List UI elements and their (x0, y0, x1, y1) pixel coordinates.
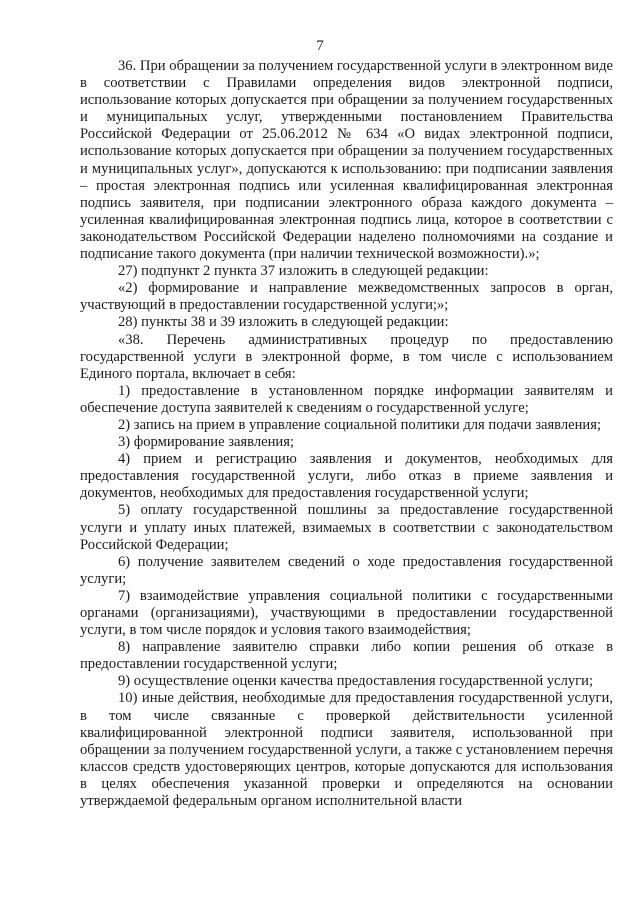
list-item-6: 6) получение заявителем сведений о ходе предоставления государственной услуги; (80, 553, 613, 587)
list-item-2: 2) запись на прием в управление социальной политики для подачи заявления; (118, 416, 602, 433)
list-item-8: 8) направление заявителю справки либо копии решения об отказе в предоставлении государственной услуги; (80, 639, 613, 673)
list-item-1: 1) предоставление в установленном порядке информации заявителям и обеспечение доступа заявителей к сведениям о государственной услуге; (80, 382, 613, 416)
list-item-9: 9) осуществление оценки качества предоставления государственной услуги; (118, 673, 594, 690)
list-item-7: 7) взаимодействие управления социальной политики с государственными органами (организациями), участвующими в предоставлении государственной услуги, в том числе порядок и условия такого взаимодействия; (80, 587, 613, 639)
page-number: 7 (316, 38, 324, 54)
paragraph-amendment-27: 27) подпункт 2 пункта 37 изложить в следующей редакции: (118, 263, 489, 280)
paragraph-item-2: «2) формирование и направление межведомственных запросов в орган, участвующий в предоставлении государственной услуги;»; (80, 280, 613, 314)
paragraph-38: «38. Перечень административных процедур по предоставлению государственной услуги в электронной форме, в том числе с использованием Единого портала, включает в себя: (80, 331, 613, 382)
paragraph-36: 36. При обращении за получением государственной услуги в электронном виде в соответствии с Правилами определения видов электронной подписи, использование которых допускается при обращении за получением государственных и муниципальных услуг, утвержденными постановлением Правительства Российской Федерации от 25.06.2012 № 634 «О видах электронной подписи, использование которых допускается при обращении за получением государственных и муниципальных услуг», допускаются к использованию: при подписании заявления – простая электронная подпись или усиленная квалифицированная электронная подпись заявителя, при подписании электронного образа каждого документа – усиленная квалифицированная электронная подпись лица, которое в соответствии с законодательством Российской Федерации наделено полномочиями на создание и подписание такого документа (при наличии технической возможности).»; (80, 58, 613, 263)
list-item-10: 10) иные действия, необходимые для предоставления государственной услуги, в том числе связанные с проверкой действительности усиленной квалифицированной электронной подписи заявителя, использованной при обращении за получением государственной услуги, а также с установлением перечня классов средств удостоверяющих центров, которые допускаются для использования в целях обеспечения указанной проверки и определяются на основании утверждаемой федеральным органом исполнительной власти (80, 690, 613, 810)
document-body (80, 58, 613, 810)
list-item-5: 5) оплату государственной пошлины за предоставление государственной услуги и уплату иных платежей, взимаемых в соответствии с законодательством Российской Федерации; (80, 502, 613, 553)
list-item-3: 3) формирование заявления; (118, 434, 294, 451)
paragraph-amendment-28: 28) пункты 38 и 39 изложить в следующей редакции: (118, 314, 449, 331)
list-item-4: 4) прием и регистрацию заявления и документов, необходимых для предоставления государственной услуги, либо отказ в приеме заявления и документов, необходимых для предоставления государственной услуги; (80, 451, 613, 502)
